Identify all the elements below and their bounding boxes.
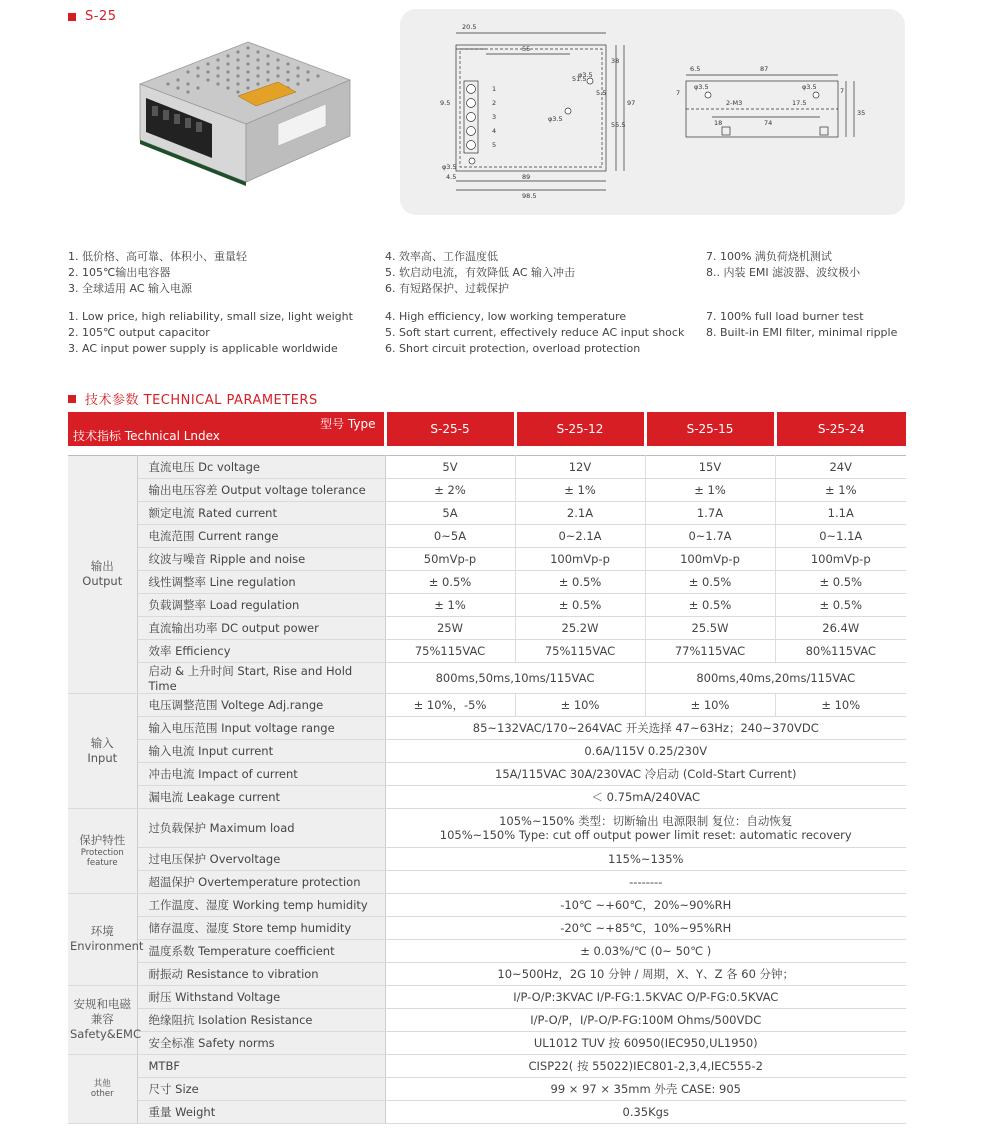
table-cell: ± 10% bbox=[645, 693, 775, 716]
table-cell: -20℃ ~+85℃，10%~95%RH bbox=[385, 916, 906, 939]
mechanical-drawing bbox=[400, 9, 905, 215]
row-label: 纹波与噪音 Ripple and noise bbox=[137, 547, 385, 570]
drawing-dim: 17.5 bbox=[792, 99, 807, 107]
table-row bbox=[68, 547, 906, 570]
table-cell: 800ms,50ms,10ms/115VAC bbox=[385, 662, 645, 693]
model-title: S-25 bbox=[85, 9, 117, 24]
table-cell: 15A/115VAC 30A/230VAC 冷启动 (Cold-Start Current) bbox=[385, 762, 906, 785]
drawing-dim: 5.5 bbox=[596, 89, 607, 97]
drawing-dim: 55 bbox=[522, 45, 531, 53]
table-cell: 1.1A bbox=[775, 501, 906, 524]
row-label: 耐压 Withstand Voltage bbox=[137, 985, 385, 1008]
table-cell: ± 0.5% bbox=[385, 570, 515, 593]
feature-item: 1. 低价格、高可靠、体积小、重量轻 bbox=[68, 250, 247, 263]
drawing-dim: 51.5 bbox=[572, 75, 587, 83]
row-label: 直流输出功率 DC output power bbox=[137, 616, 385, 639]
table-row bbox=[68, 616, 906, 639]
feature-item: 4. High efficiency, low working temperature bbox=[385, 310, 627, 323]
row-label: 电流范围 Current range bbox=[137, 524, 385, 547]
table-row bbox=[68, 455, 906, 478]
table-cell: 2.1A bbox=[515, 501, 645, 524]
model-column-header: S-25-5 bbox=[385, 412, 515, 446]
table-cell: -------- bbox=[385, 870, 906, 893]
table-cell: ± 0.5% bbox=[775, 593, 906, 616]
drawing-dim: 89 bbox=[522, 173, 531, 181]
row-label: 额定电流 Rated current bbox=[137, 501, 385, 524]
table-cell: 0.35Kgs bbox=[385, 1100, 906, 1123]
table-cell: 12V bbox=[515, 455, 645, 478]
row-label: 漏电流 Leakage current bbox=[137, 785, 385, 808]
table-corner-cell bbox=[68, 412, 385, 446]
table-row bbox=[68, 785, 906, 808]
table-cell: 0.6A/115V 0.25/230V bbox=[385, 739, 906, 762]
row-label: MTBF bbox=[137, 1054, 385, 1077]
table-cell: 0~1.7A bbox=[645, 524, 775, 547]
table-cell: 0~2.1A bbox=[515, 524, 645, 547]
table-cell: ± 0.5% bbox=[645, 593, 775, 616]
spec-table bbox=[68, 412, 906, 1124]
table-cell: ± 0.5% bbox=[515, 570, 645, 593]
table-cell: 0~1.1A bbox=[775, 524, 906, 547]
category-other: 其他 other bbox=[68, 1054, 137, 1123]
table-cell: 10~500Hz，2G 10 分钟 / 周期，X、Y、Z 各 60 分钟； bbox=[385, 962, 906, 985]
table-row bbox=[68, 716, 906, 739]
table-cell: 1.7A bbox=[645, 501, 775, 524]
table-cell: 24V bbox=[775, 455, 906, 478]
features-cn-col2 bbox=[385, 249, 575, 297]
feature-item: 1. Low price, high reliability, small size, light weight bbox=[68, 310, 353, 323]
row-label: 直流电压 Dc voltage bbox=[137, 455, 385, 478]
features-cn-col1 bbox=[68, 249, 247, 297]
feature-item: 6. 有短路保护、过载保护 bbox=[385, 282, 509, 295]
feature-item: 3. 全球适用 AC 输入电源 bbox=[68, 282, 192, 295]
section-title: 技术参数 TECHNICAL PARAMETERS bbox=[85, 393, 318, 408]
table-row bbox=[68, 939, 906, 962]
table-cell: ± 0.5% bbox=[645, 570, 775, 593]
table-cell: 50mVp-p bbox=[385, 547, 515, 570]
row-label: 绝缘阻抗 Isolation Resistance bbox=[137, 1008, 385, 1031]
table-cell: ± 10%，-5% bbox=[385, 693, 515, 716]
row-label: 安全标准 Safety norms bbox=[137, 1031, 385, 1054]
table-row bbox=[68, 808, 906, 847]
table-cell: 100mVp-p bbox=[515, 547, 645, 570]
table-cell: I/P-O/P，I/P-O/P-FG:100M Ohms/500VDC bbox=[385, 1008, 906, 1031]
row-label: 耐振动 Resistance to vibration bbox=[137, 962, 385, 985]
table-cell: ± 1% bbox=[515, 478, 645, 501]
drawing-dim: φ3.5 bbox=[694, 83, 709, 91]
drawing-dim: φ3.5 bbox=[802, 83, 817, 91]
model-column-header: S-25-24 bbox=[775, 412, 906, 446]
table-cell: UL1012 TUV 按 60950(IEC950,UL1950) bbox=[385, 1031, 906, 1054]
table-cell: 100mVp-p bbox=[775, 547, 906, 570]
drawing-dim: φ3.5 bbox=[548, 115, 563, 123]
corner-type-label: 型号 Type bbox=[320, 417, 376, 431]
table-row bbox=[68, 662, 906, 693]
features-cn-col3 bbox=[706, 249, 860, 281]
features-en-col1 bbox=[68, 309, 353, 357]
header-square-icon bbox=[68, 395, 76, 403]
model-header bbox=[68, 9, 117, 24]
feature-item: 8.. 内装 EMI 滤波器、波纹极小 bbox=[706, 266, 861, 279]
table-cell: 25W bbox=[385, 616, 515, 639]
feature-item: 7. 100% 满负荷烧机测试 bbox=[706, 250, 832, 263]
drawing-dim: 20.5 bbox=[462, 23, 477, 31]
table-cell: CISP22( 按 55022)IEC801-2,3,4,IEC555-2 bbox=[385, 1054, 906, 1077]
table-cell: 5A bbox=[385, 501, 515, 524]
drawing-dim: 74 bbox=[764, 119, 773, 127]
features-en-col2 bbox=[385, 309, 684, 357]
drawing-dim: 7 bbox=[676, 89, 681, 97]
table-header-row bbox=[68, 412, 906, 446]
feature-item: 4. 效率高、工作温度低 bbox=[385, 250, 498, 263]
feature-item: 7. 100% full load burner test bbox=[706, 310, 864, 323]
table-cell: 15V bbox=[645, 455, 775, 478]
table-row bbox=[68, 870, 906, 893]
table-row bbox=[68, 639, 906, 662]
table-row bbox=[68, 739, 906, 762]
table-cell: ± 10% bbox=[515, 693, 645, 716]
table-cell: 80%115VAC bbox=[775, 639, 906, 662]
row-label: 输入电流 Input current bbox=[137, 739, 385, 762]
table-row bbox=[68, 893, 906, 916]
table-row bbox=[68, 1054, 906, 1077]
category-output: 输出 Output bbox=[68, 455, 137, 693]
drawing-dim: φ3.5 bbox=[578, 71, 593, 79]
drawing-dim: 97 bbox=[627, 99, 636, 107]
table-cell: ＜ 0.75mA/240VAC bbox=[385, 785, 906, 808]
drawing-dim: 55.5 bbox=[611, 121, 626, 129]
table-cell: ± 0.03%/℃ (0~ 50℃ ) bbox=[385, 939, 906, 962]
technical-parameters-header bbox=[68, 389, 318, 408]
table-cell: I/P-O/P:3KVAC I/P-FG:1.5KVAC O/P-FG:0.5KVAC bbox=[385, 985, 906, 1008]
table-cell: 75%115VAC bbox=[515, 639, 645, 662]
overload-text-cn: 105%~150% 类型：切断输出 电源限制 复位：自动恢复 bbox=[499, 813, 793, 828]
feature-item: 5. 软启动电流，有效降低 AC 输入冲击 bbox=[385, 266, 575, 279]
category-protection: 保护特性 Protection feature bbox=[68, 808, 137, 893]
table-cell: ± 1% bbox=[645, 478, 775, 501]
table-row bbox=[68, 693, 906, 716]
table-row bbox=[68, 1031, 906, 1054]
table-row bbox=[68, 593, 906, 616]
row-label: 储存温度、湿度 Store temp humidity bbox=[137, 916, 385, 939]
table-row bbox=[68, 1100, 906, 1123]
table-row bbox=[68, 762, 906, 785]
feature-item: 2. 105℃ output capacitor bbox=[68, 326, 210, 339]
features-en-col3 bbox=[706, 309, 897, 341]
table-row bbox=[68, 478, 906, 501]
feature-item: 2. 105℃输出电容器 bbox=[68, 266, 171, 279]
table-row bbox=[68, 570, 906, 593]
table-cell: 75%115VAC bbox=[385, 639, 515, 662]
row-label: 电压调整范围 Voltege Adj.range bbox=[137, 693, 385, 716]
model-column-header: S-25-15 bbox=[645, 412, 775, 446]
category-safety: 安规和电磁兼容 Safety&EMC bbox=[68, 985, 137, 1054]
row-label: 输入电压范围 Input voltage range bbox=[137, 716, 385, 739]
table-cell: 99 × 97 × 35mm 外壳 CASE: 905 bbox=[385, 1077, 906, 1100]
row-label: 效率 Efficiency bbox=[137, 639, 385, 662]
drawing-terminal-label: 1 bbox=[492, 85, 497, 93]
drawing-dim: 87 bbox=[760, 65, 769, 73]
table-cell: 26.4W bbox=[775, 616, 906, 639]
table-cell: ± 1% bbox=[385, 593, 515, 616]
feature-item: 5. Soft start current, effectively reduce AC input shock bbox=[385, 326, 685, 339]
table-row bbox=[68, 1008, 906, 1031]
table-row bbox=[68, 501, 906, 524]
drawing-terminal-label: 2 bbox=[492, 99, 497, 107]
product-photo bbox=[128, 32, 364, 192]
row-label: 超温保护 Overtemperature protection bbox=[137, 870, 385, 893]
drawing-terminal-label: 5 bbox=[492, 141, 497, 149]
table-cell: ± 0.5% bbox=[775, 570, 906, 593]
drawing-terminal-label: 4 bbox=[492, 127, 497, 135]
table-cell: -10℃ ~+60℃，20%~90%RH bbox=[385, 893, 906, 916]
table-cell: 25.5W bbox=[645, 616, 775, 639]
mechanical-drawing-panel bbox=[400, 9, 905, 215]
feature-item: 3. AC input power supply is applicable worldwide bbox=[68, 342, 338, 355]
drawing-terminal-label: 3 bbox=[492, 113, 497, 121]
table-cell bbox=[385, 808, 906, 847]
row-label: 过负载保护 Maximum load bbox=[137, 808, 385, 847]
table-cell: ± 2% bbox=[385, 478, 515, 501]
header-square-icon bbox=[68, 13, 76, 21]
row-label: 启动 & 上升时间 Start, Rise and Hold Time bbox=[137, 662, 385, 693]
table-cell: 25.2W bbox=[515, 616, 645, 639]
table-cell: 5V bbox=[385, 455, 515, 478]
table-cell: 115%~135% bbox=[385, 847, 906, 870]
drawing-dim: 18 bbox=[714, 119, 723, 127]
drawing-dim: 9.5 bbox=[440, 99, 451, 107]
row-label: 线性调整率 Line regulation bbox=[137, 570, 385, 593]
drawing-dim: 4.5 bbox=[446, 173, 457, 181]
row-label: 负载调整率 Load regulation bbox=[137, 593, 385, 616]
table-cell: 85~132VAC/170~264VAC 开关选择 47~63Hz；240~370VDC bbox=[385, 716, 906, 739]
row-label: 冲击电流 Impact of current bbox=[137, 762, 385, 785]
table-cell: 0~5A bbox=[385, 524, 515, 547]
table-cell: 100mVp-p bbox=[645, 547, 775, 570]
drawing-dim: 2-M3 bbox=[726, 99, 743, 107]
row-label: 工作温度、湿度 Working temp humidity bbox=[137, 893, 385, 916]
table-cell: ± 10% bbox=[775, 693, 906, 716]
row-label: 输出电压容差 Output voltage tolerance bbox=[137, 478, 385, 501]
table-cell: ± 1% bbox=[775, 478, 906, 501]
table-row bbox=[68, 524, 906, 547]
row-label: 温度系数 Temperature coefficient bbox=[137, 939, 385, 962]
category-environment: 环境 Environment bbox=[68, 893, 137, 985]
drawing-dim: φ3.5 bbox=[442, 163, 457, 171]
row-label: 尺寸 Size bbox=[137, 1077, 385, 1100]
table-row bbox=[68, 916, 906, 939]
table-cell: 77%115VAC bbox=[645, 639, 775, 662]
drawing-dim: 98.5 bbox=[522, 192, 537, 200]
row-label: 重量 Weight bbox=[137, 1100, 385, 1123]
overload-text-en: 105%~150% Type: cut off output power limit reset: automatic recovery bbox=[439, 827, 852, 842]
category-input: 输入 Input bbox=[68, 693, 137, 808]
table-cell: ± 0.5% bbox=[515, 593, 645, 616]
table-row bbox=[68, 1077, 906, 1100]
drawing-dim: 6.5 bbox=[690, 65, 701, 73]
feature-item: 8. Built-in EMI filter, minimal ripple bbox=[706, 326, 898, 339]
table-row bbox=[68, 962, 906, 985]
table-row bbox=[68, 985, 906, 1008]
table-row bbox=[68, 847, 906, 870]
corner-index-label: 技术指标 Technical Lndex bbox=[73, 429, 220, 443]
drawing-dim: 7 bbox=[840, 87, 845, 95]
drawing-dim: 38 bbox=[611, 57, 620, 65]
row-label: 过电压保护 Overvoltage bbox=[137, 847, 385, 870]
table-cell: 800ms,40ms,20ms/115VAC bbox=[645, 662, 906, 693]
feature-item: 6. Short circuit protection, overload protection bbox=[385, 342, 641, 355]
model-column-header: S-25-12 bbox=[515, 412, 645, 446]
drawing-dim: 35 bbox=[857, 109, 866, 117]
